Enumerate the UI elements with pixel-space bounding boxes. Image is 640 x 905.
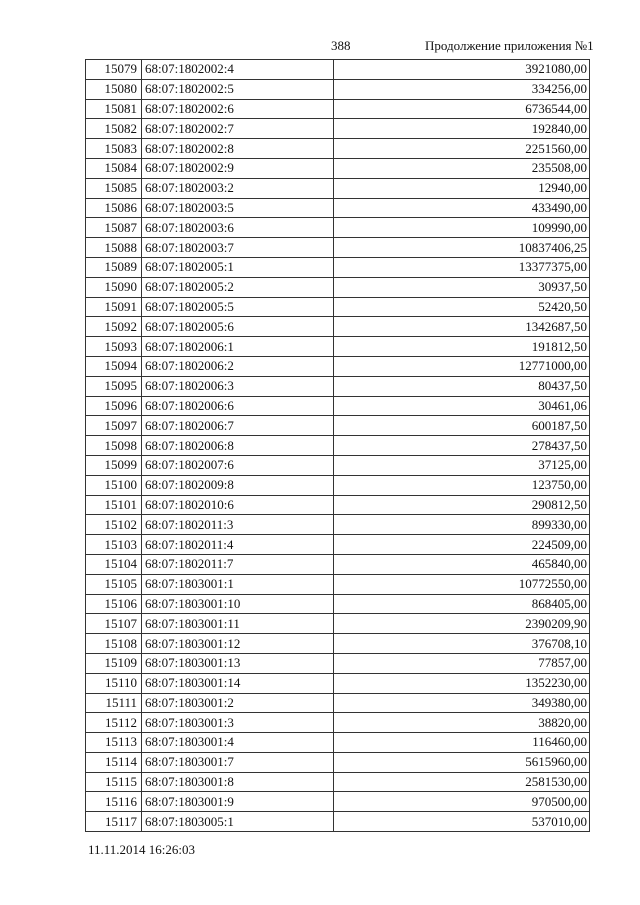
header-caption: Продолжение приложения №1 (425, 38, 594, 53)
row-number-cell: 15109 (86, 653, 142, 673)
cadastral-number-cell: 68:07:1802011:4 (142, 535, 334, 555)
table-row (86, 238, 590, 258)
cadastral-value-cell: 334256,00 (334, 79, 590, 99)
cadastral-number-cell: 68:07:1802011:7 (142, 554, 334, 574)
row-number-cell: 15094 (86, 356, 142, 376)
cadastral-number-cell: 68:07:1802002:5 (142, 79, 334, 99)
table-row (86, 634, 590, 654)
row-number-cell: 15117 (86, 812, 142, 832)
row-number-cell: 15086 (86, 198, 142, 218)
cadastral-value-cell: 6736544,00 (334, 99, 590, 119)
cadastral-value-cell: 52420,50 (334, 297, 590, 317)
cadastral-value-cell: 868405,00 (334, 594, 590, 614)
cadastral-number-cell: 68:07:1803001:10 (142, 594, 334, 614)
row-number-cell: 15098 (86, 436, 142, 456)
table-row (86, 574, 590, 594)
cadastral-number-cell: 68:07:1803001:9 (142, 792, 334, 812)
row-number-cell: 15107 (86, 614, 142, 634)
cadastral-value-cell: 37125,00 (334, 455, 590, 475)
row-number-cell: 15111 (86, 693, 142, 713)
cadastral-value-cell: 224509,00 (334, 535, 590, 555)
table-row (86, 495, 590, 515)
row-number-cell: 15080 (86, 79, 142, 99)
cadastral-number-cell: 68:07:1802005:2 (142, 277, 334, 297)
row-number-cell: 15096 (86, 396, 142, 416)
cadastral-value-cell: 10772550,00 (334, 574, 590, 594)
cadastral-value-cell: 970500,00 (334, 792, 590, 812)
table-row (86, 416, 590, 436)
cadastral-number-cell: 68:07:1802002:8 (142, 139, 334, 159)
table-row (86, 554, 590, 574)
row-number-cell: 15091 (86, 297, 142, 317)
table-row (86, 693, 590, 713)
table-row (86, 356, 590, 376)
table-row (86, 297, 590, 317)
cadastral-number-cell: 68:07:1803001:2 (142, 693, 334, 713)
row-number-cell: 15093 (86, 337, 142, 357)
cadastral-number-cell: 68:07:1802003:6 (142, 218, 334, 238)
cadastral-number-cell: 68:07:1802002:4 (142, 60, 334, 80)
cadastral-number-cell: 68:07:1802003:2 (142, 178, 334, 198)
cadastral-value-cell: 192840,00 (334, 119, 590, 139)
cadastral-value-cell: 5615960,00 (334, 752, 590, 772)
table-row (86, 60, 590, 80)
table-row (86, 673, 590, 693)
table-row (86, 119, 590, 139)
cadastral-number-cell: 68:07:1802005:6 (142, 317, 334, 337)
row-number-cell: 15079 (86, 60, 142, 80)
cadastral-number-cell: 68:07:1802006:7 (142, 416, 334, 436)
row-number-cell: 15113 (86, 733, 142, 753)
table-row (86, 792, 590, 812)
cadastral-number-cell: 68:07:1802011:3 (142, 515, 334, 535)
table-row (86, 198, 590, 218)
cadastral-value-cell: 2251560,00 (334, 139, 590, 159)
row-number-cell: 15099 (86, 455, 142, 475)
cadastral-value-cell: 13377375,00 (334, 257, 590, 277)
table-row (86, 218, 590, 238)
cadastral-value-cell: 10837406,25 (334, 238, 590, 258)
cadastral-value-cell: 2390209,90 (334, 614, 590, 634)
cadastral-value-cell: 12771000,00 (334, 356, 590, 376)
cadastral-value-cell: 278437,50 (334, 436, 590, 456)
cadastral-value-cell: 77857,00 (334, 653, 590, 673)
cadastral-value-cell: 12940,00 (334, 178, 590, 198)
footer-timestamp: 11.11.2014 16:26:03 (88, 842, 196, 857)
table-row (86, 455, 590, 475)
cadastral-value-cell: 3921080,00 (334, 60, 590, 80)
table-body (86, 60, 590, 832)
row-number-cell: 15103 (86, 535, 142, 555)
cadastral-value-cell: 433490,00 (334, 198, 590, 218)
table-row (86, 317, 590, 337)
cadastral-value-cell: 80437,50 (334, 376, 590, 396)
table-row (86, 653, 590, 673)
table-row (86, 79, 590, 99)
cadastral-number-cell: 68:07:1803001:11 (142, 614, 334, 634)
cadastral-value-cell: 123750,00 (334, 475, 590, 495)
row-number-cell: 15083 (86, 139, 142, 159)
cadastral-number-cell: 68:07:1802010:6 (142, 495, 334, 515)
row-number-cell: 15090 (86, 277, 142, 297)
cadastral-number-cell: 68:07:1802006:6 (142, 396, 334, 416)
cadastral-number-cell: 68:07:1803005:1 (142, 812, 334, 832)
cadastral-number-cell: 68:07:1802006:1 (142, 337, 334, 357)
cadastral-number-cell: 68:07:1802006:8 (142, 436, 334, 456)
table-row (86, 396, 590, 416)
table-row (86, 337, 590, 357)
table-row (86, 713, 590, 733)
cadastral-number-cell: 68:07:1803001:14 (142, 673, 334, 693)
table-row (86, 99, 590, 119)
row-number-cell: 15088 (86, 238, 142, 258)
cadastral-value-cell: 2581530,00 (334, 772, 590, 792)
row-number-cell: 15092 (86, 317, 142, 337)
row-number-cell: 15110 (86, 673, 142, 693)
table-row (86, 614, 590, 634)
cadastral-number-cell: 68:07:1802002:9 (142, 158, 334, 178)
table-row (86, 535, 590, 555)
table-row (86, 594, 590, 614)
table-row (86, 475, 590, 495)
cadastral-value-cell: 899330,00 (334, 515, 590, 535)
table-row (86, 752, 590, 772)
cadastral-value-cell: 537010,00 (334, 812, 590, 832)
cadastral-number-cell: 68:07:1802002:6 (142, 99, 334, 119)
row-number-cell: 15114 (86, 752, 142, 772)
row-number-cell: 15084 (86, 158, 142, 178)
cadastral-number-cell: 68:07:1803001:3 (142, 713, 334, 733)
cadastral-value-cell: 235508,00 (334, 158, 590, 178)
cadastral-number-cell: 68:07:1802005:5 (142, 297, 334, 317)
cadastral-number-cell: 68:07:1803001:4 (142, 733, 334, 753)
table-row (86, 515, 590, 535)
table-row (86, 436, 590, 456)
row-number-cell: 15085 (86, 178, 142, 198)
row-number-cell: 15089 (86, 257, 142, 277)
cadastral-value-cell: 1342687,50 (334, 317, 590, 337)
row-number-cell: 15101 (86, 495, 142, 515)
cadastral-value-cell: 349380,00 (334, 693, 590, 713)
cadastral-number-cell: 68:07:1802003:5 (142, 198, 334, 218)
cadastral-number-cell: 68:07:1803001:7 (142, 752, 334, 772)
cadastral-value-cell: 30461,06 (334, 396, 590, 416)
row-number-cell: 15102 (86, 515, 142, 535)
cadastral-value-cell: 376708,10 (334, 634, 590, 654)
row-number-cell: 15115 (86, 772, 142, 792)
cadastral-number-cell: 68:07:1802006:2 (142, 356, 334, 376)
cadastral-value-cell: 290812,50 (334, 495, 590, 515)
table-row (86, 733, 590, 753)
cadastral-number-cell: 68:07:1803001:1 (142, 574, 334, 594)
table-row (86, 139, 590, 159)
table-row (86, 257, 590, 277)
cadastral-value-cell: 465840,00 (334, 554, 590, 574)
page-number: 388 (331, 38, 351, 53)
cadastral-number-cell: 68:07:1802006:3 (142, 376, 334, 396)
cadastral-value-table (85, 59, 590, 832)
table-row (86, 376, 590, 396)
table-row (86, 812, 590, 832)
row-number-cell: 15104 (86, 554, 142, 574)
cadastral-number-cell: 68:07:1803001:13 (142, 653, 334, 673)
table-row (86, 178, 590, 198)
cadastral-number-cell: 68:07:1802002:7 (142, 119, 334, 139)
row-number-cell: 15081 (86, 99, 142, 119)
cadastral-value-cell: 116460,00 (334, 733, 590, 753)
cadastral-number-cell: 68:07:1802003:7 (142, 238, 334, 258)
cadastral-value-cell: 38820,00 (334, 713, 590, 733)
row-number-cell: 15095 (86, 376, 142, 396)
table-row (86, 277, 590, 297)
row-number-cell: 15087 (86, 218, 142, 238)
row-number-cell: 15105 (86, 574, 142, 594)
row-number-cell: 15106 (86, 594, 142, 614)
row-number-cell: 15112 (86, 713, 142, 733)
row-number-cell: 15097 (86, 416, 142, 436)
table-row (86, 772, 590, 792)
cadastral-number-cell: 68:07:1803001:8 (142, 772, 334, 792)
cadastral-value-cell: 191812,50 (334, 337, 590, 357)
row-number-cell: 15108 (86, 634, 142, 654)
table-row (86, 158, 590, 178)
cadastral-number-cell: 68:07:1803001:12 (142, 634, 334, 654)
row-number-cell: 15100 (86, 475, 142, 495)
cadastral-value-cell: 1352230,00 (334, 673, 590, 693)
cadastral-number-cell: 68:07:1802007:6 (142, 455, 334, 475)
row-number-cell: 15116 (86, 792, 142, 812)
cadastral-value-cell: 30937,50 (334, 277, 590, 297)
row-number-cell: 15082 (86, 119, 142, 139)
cadastral-number-cell: 68:07:1802009:8 (142, 475, 334, 495)
cadastral-value-cell: 600187,50 (334, 416, 590, 436)
cadastral-value-cell: 109990,00 (334, 218, 590, 238)
cadastral-number-cell: 68:07:1802005:1 (142, 257, 334, 277)
